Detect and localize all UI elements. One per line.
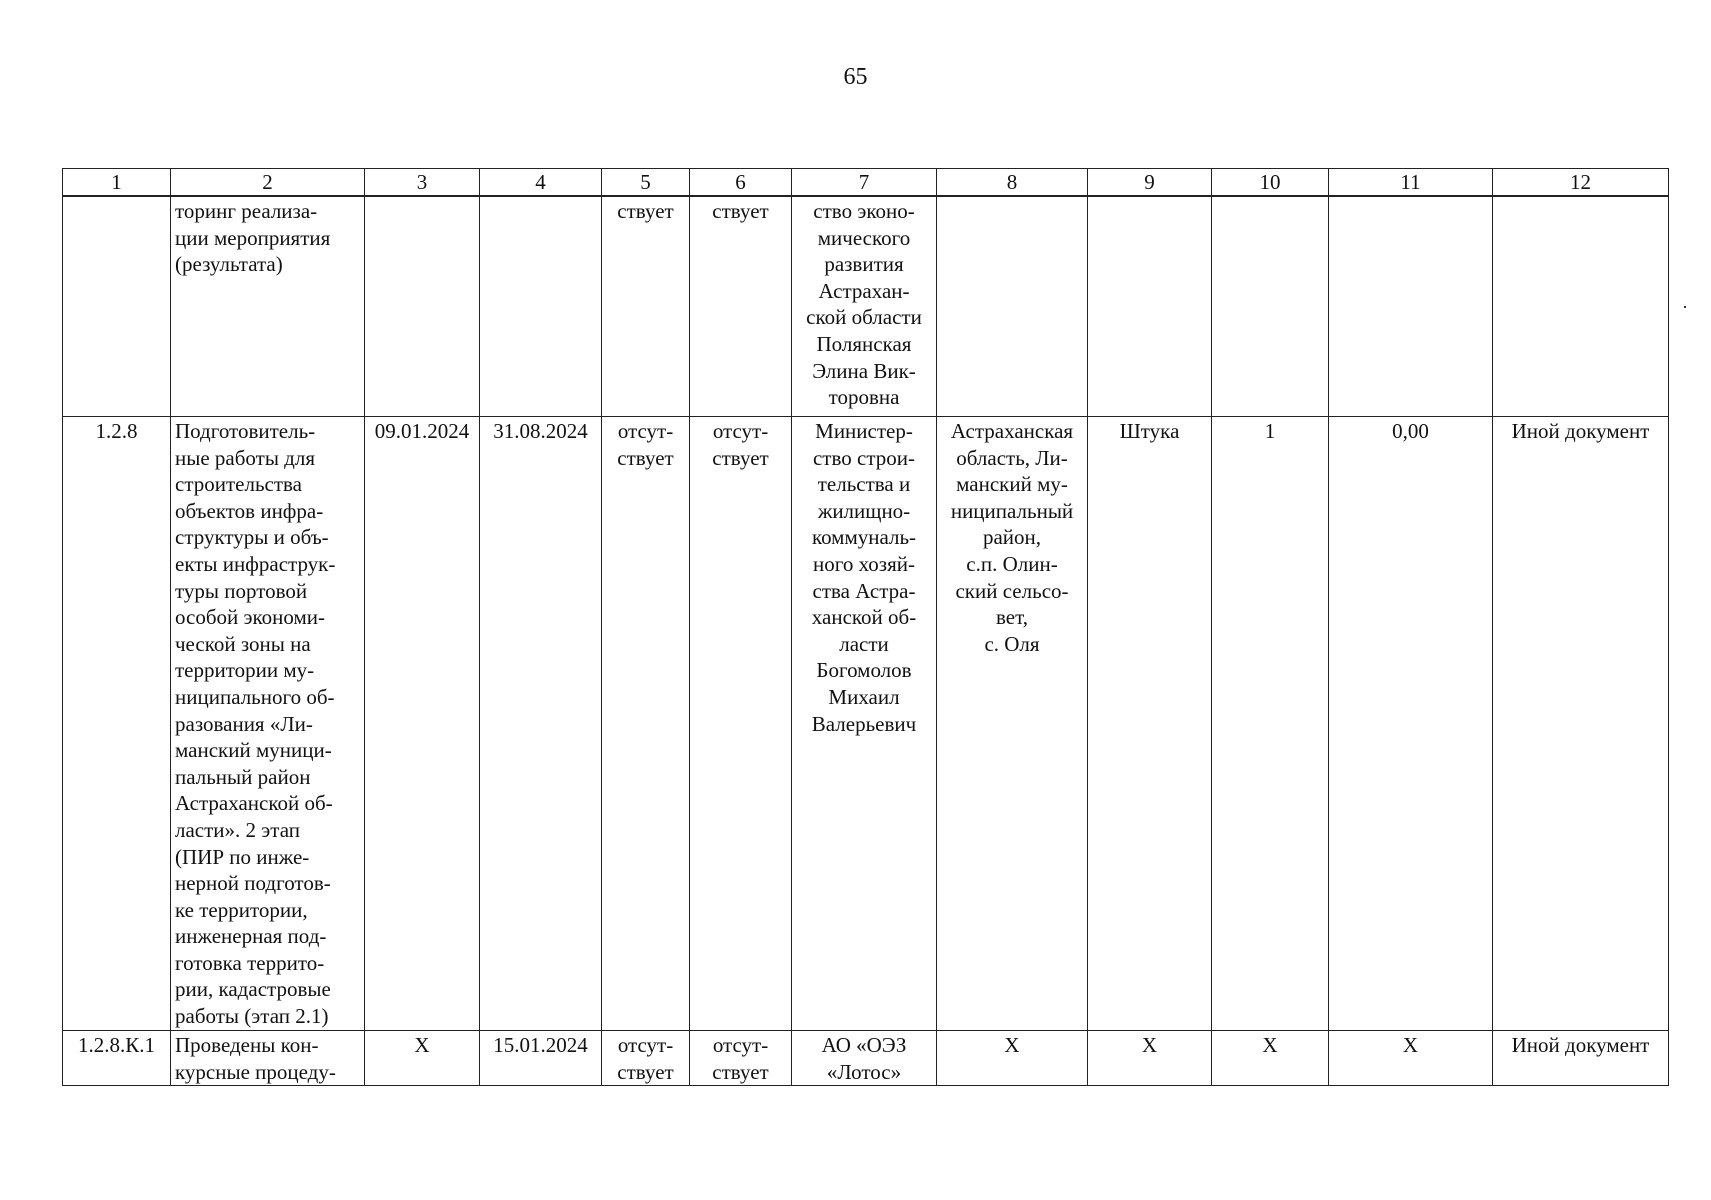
cell-text-line: Иной документ <box>1511 419 1650 443</box>
cell-text-line: с.п. Олин- <box>966 551 1058 576</box>
cell-text-line: 1.2.8.К.1 <box>77 1033 155 1057</box>
cell-text-line: X <box>1262 1033 1278 1057</box>
cell-text-line: коммуналь- <box>811 525 917 550</box>
cell-document <box>1493 196 1669 417</box>
cell-text-line: АО «ОЭЗ <box>821 1033 907 1057</box>
cell-text-line: с. Оля <box>984 631 1040 656</box>
cell-unit <box>1088 1031 1212 1086</box>
cell-text-line: пальный район <box>175 764 311 789</box>
cell-text-line: структуры и объ- <box>175 525 329 550</box>
cell-text-line: Астрахан- <box>818 278 910 303</box>
cell-text-line: вет, <box>996 605 1028 630</box>
cell-text-line: туры портовой <box>175 578 308 603</box>
cell-text-line: особой экономи- <box>175 605 326 630</box>
cell-text-line: работы (этап 2.1) <box>175 1004 329 1029</box>
column-header-2: 2 <box>171 169 365 197</box>
cell-col6 <box>690 196 792 417</box>
cell-responsible <box>792 1031 937 1086</box>
cell-text-line: 31.08.2024 <box>493 419 588 443</box>
cell-text-line: ский сельсо- <box>955 578 1069 603</box>
cell-text-line: ханской об- <box>811 605 917 630</box>
table-row-1-2-8 <box>63 417 1669 1031</box>
cell-text-line: ствует <box>712 1059 769 1084</box>
cell-text-line: территории му- <box>175 658 315 683</box>
cell-text-line: отсут- <box>617 1033 674 1057</box>
cell-text-line: Штука <box>1119 419 1180 443</box>
column-header-7: 7 <box>792 169 937 197</box>
cell-text-line: 1 <box>1264 419 1276 443</box>
cell-text-line: район, <box>982 525 1042 550</box>
cell-text-line: 15.01.2024 <box>493 1033 588 1057</box>
cell-text-line: мического <box>817 225 911 250</box>
cell-activity <box>171 1031 365 1086</box>
column-header-4: 4 <box>480 169 602 197</box>
cell-start-date <box>365 1031 480 1086</box>
cell-text-line: инженерная под- <box>175 924 327 949</box>
cell-col5 <box>602 417 690 1031</box>
cell-col5 <box>602 196 690 417</box>
cell-location <box>937 196 1088 417</box>
cell-quantity <box>1212 417 1329 1031</box>
cell-text-line: X <box>1141 1033 1158 1057</box>
cell-text-line: ке территории, <box>175 897 308 922</box>
cell-start-date <box>365 196 480 417</box>
cell-text-line: ствует <box>617 1059 674 1084</box>
cell-text-line: Иной документ <box>1511 1033 1650 1057</box>
cell-text-line: Подготовитель- <box>175 419 316 443</box>
cell-activity <box>171 417 365 1031</box>
column-header-6: 6 <box>690 169 792 197</box>
cell-amount <box>1329 196 1493 417</box>
table-row-1-2-8-k-1 <box>63 1031 1669 1086</box>
cell-location <box>937 417 1088 1031</box>
cell-text-line: ческой зоны на <box>175 631 311 656</box>
cell-text-line: нерной подготов- <box>175 871 331 896</box>
cell-end-date <box>480 417 602 1031</box>
cell-text-line: ство эконо- <box>813 199 915 223</box>
cell-text-line: рии, кадастровые <box>175 977 331 1002</box>
cell-text-line: курсные процеду- <box>175 1059 336 1084</box>
cell-text-line: жилищно- <box>817 498 911 523</box>
cell-number <box>63 1031 171 1086</box>
cell-amount <box>1329 417 1493 1031</box>
cell-text-line: ласти <box>839 631 889 656</box>
cell-activity <box>171 196 365 417</box>
cell-text-line: Астраханской об- <box>175 791 333 816</box>
cell-start-date <box>365 417 480 1031</box>
cell-text-line: строительства <box>175 472 303 497</box>
cell-text-line: ствует <box>617 199 674 223</box>
cell-col6 <box>690 1031 792 1086</box>
cell-end-date <box>480 1031 602 1086</box>
cell-unit <box>1088 196 1212 417</box>
cell-responsible <box>792 417 937 1031</box>
column-header-11: 11 <box>1329 169 1493 197</box>
cell-text-line: ствует <box>617 445 674 470</box>
page-number: 65 <box>843 64 868 90</box>
cell-location <box>937 1031 1088 1086</box>
cell-text-line: Михаил <box>828 684 900 709</box>
cell-amount <box>1329 1031 1493 1086</box>
cell-text-line: манский муници- <box>175 738 332 763</box>
cell-responsible <box>792 196 937 417</box>
cell-text-line: ство строи- <box>812 445 915 470</box>
cell-text-line: (результата) <box>175 252 283 277</box>
cell-text-line: ного хозяй- <box>813 551 915 576</box>
column-header-5: 5 <box>602 169 690 197</box>
cell-text-line: ствует <box>712 445 769 470</box>
cell-text-line: объектов инфра- <box>175 498 324 523</box>
cell-text-line: манский му- <box>956 472 1068 497</box>
cell-text-line: торинг реализа- <box>175 199 318 223</box>
cell-text-line: область, Ли- <box>956 445 1068 470</box>
cell-text-line: Министер- <box>815 419 913 443</box>
cell-end-date <box>480 196 602 417</box>
cell-text-line: тельства и <box>817 472 911 497</box>
cell-quantity <box>1212 1031 1329 1086</box>
cell-col6 <box>690 417 792 1031</box>
column-header-1: 1 <box>63 169 171 197</box>
cell-text-line: ниципальный <box>950 498 1074 523</box>
cell-text-line: ласти». 2 этап <box>175 817 301 842</box>
cell-quantity <box>1212 196 1329 417</box>
cell-text-line: Элина Вик- <box>812 358 916 383</box>
cell-number <box>63 196 171 417</box>
cell-text-line: екты инфраструк- <box>175 551 336 576</box>
cell-document <box>1493 417 1669 1031</box>
cell-document <box>1493 1031 1669 1086</box>
cell-text-line: Валерьевич <box>811 711 917 736</box>
cell-col5 <box>602 1031 690 1086</box>
cell-text-line: ствует <box>712 199 769 223</box>
cell-unit <box>1088 417 1212 1031</box>
cell-number <box>63 417 171 1031</box>
schedule-table <box>62 168 1669 1086</box>
cell-text-line: Полянская <box>816 331 912 356</box>
cell-text-line: X <box>1402 1033 1419 1057</box>
cell-text-line: Богомолов <box>816 658 912 683</box>
cell-text-line: разования «Ли- <box>175 711 313 736</box>
cell-text-line: отсут- <box>617 419 674 443</box>
cell-text-line: X <box>1004 1033 1020 1057</box>
cell-text-line: Проведены кон- <box>175 1033 319 1057</box>
cell-text-line: развития <box>824 252 904 277</box>
cell-text-line: готовка террито- <box>175 950 325 975</box>
cell-text-line: ные работы для <box>175 445 316 470</box>
cell-text-line: ской области <box>806 305 922 330</box>
column-header-10: 10 <box>1212 169 1329 197</box>
cell-text-line: X <box>414 1033 430 1057</box>
table-row-continuation <box>63 196 1669 417</box>
cell-text-line: Астраханская <box>950 419 1074 443</box>
cell-text-line: 09.01.2024 <box>374 419 470 443</box>
column-number-row <box>63 169 1669 197</box>
cell-text-line: ства Астра- <box>812 578 916 603</box>
column-header-12: 12 <box>1493 169 1669 197</box>
column-header-9: 9 <box>1088 169 1212 197</box>
cell-text-line: отсут- <box>712 419 769 443</box>
cell-text-line: ции мероприятия <box>175 225 331 250</box>
cell-text-line: торовна <box>828 385 900 410</box>
cell-text-line: (ПИР по инже- <box>175 844 310 869</box>
column-header-3: 3 <box>365 169 480 197</box>
cell-text-line: ниципального об- <box>175 684 335 709</box>
column-header-8: 8 <box>937 169 1088 197</box>
cell-text-line: 0,00 <box>1392 419 1429 443</box>
cell-text-line: «Лотос» <box>826 1059 902 1084</box>
stray-dot-mark <box>1684 306 1686 308</box>
cell-text-line: отсут- <box>712 1033 769 1057</box>
cell-text-line: 1.2.8 <box>95 419 138 443</box>
